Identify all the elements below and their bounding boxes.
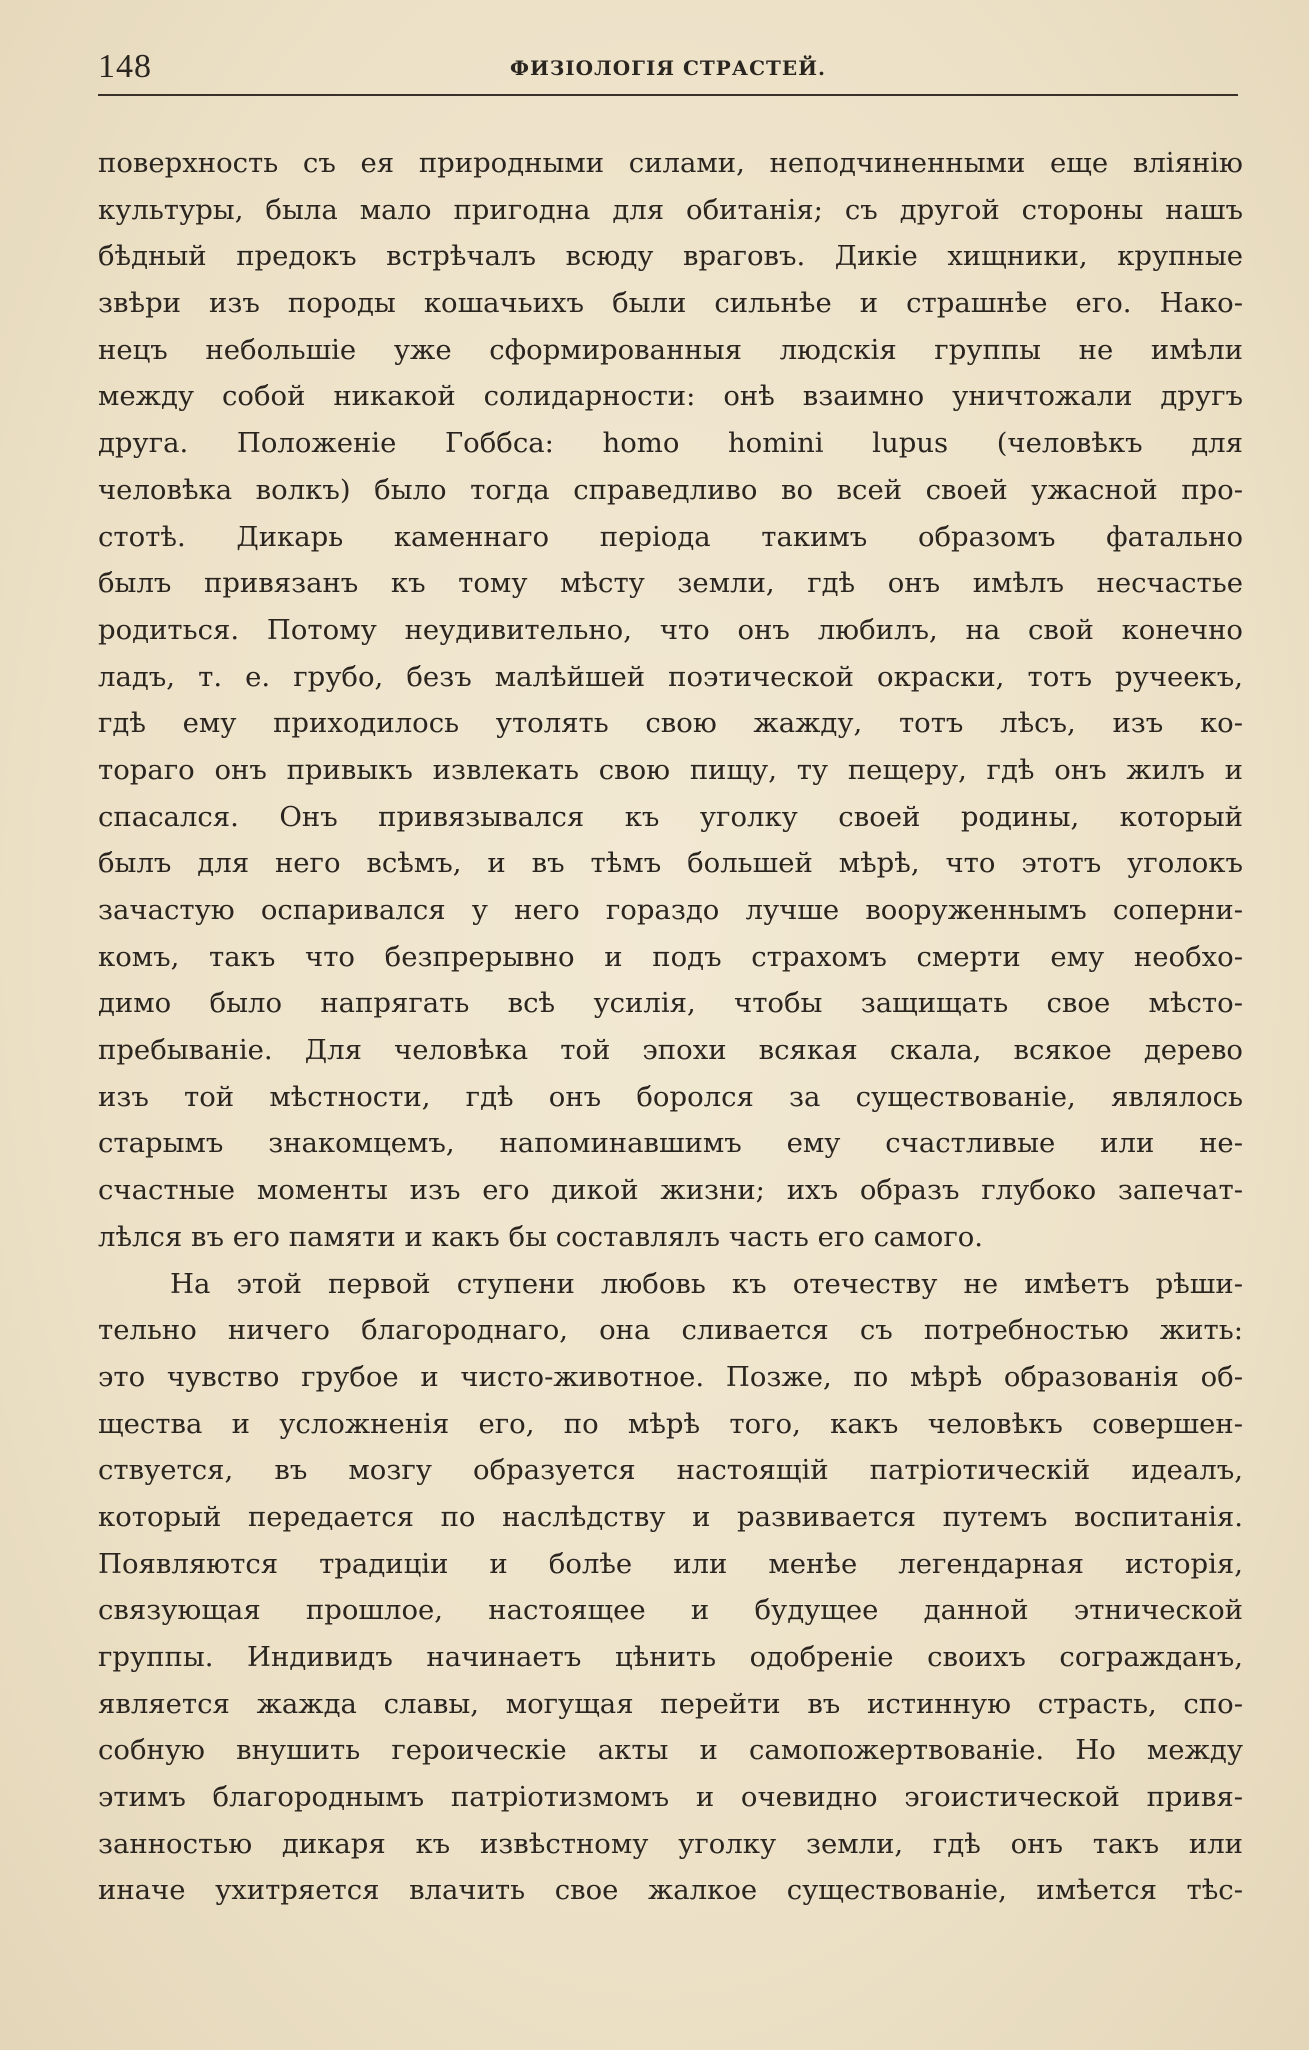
text-line: счастные моменты изъ его дикой жизни; ихъ образъ глубоко запечат- (98, 1174, 1243, 1207)
text-line: связующая прошлое, настоящее и будущее данной этнической (98, 1594, 1243, 1627)
text-line: тельно ничего благороднаго, она сливается съ потребностью жить: (98, 1314, 1243, 1347)
text-line: поверхность съ ея природными силами, неподчиненными еще вліянію (98, 147, 1243, 179)
text-line: родиться. Потому неудивительно, что онъ любилъ, на свой конечно (98, 613, 1243, 646)
text-line: группы. Индивидъ начинаетъ цѣнить одобреніе своихъ согражданъ, (98, 1641, 1243, 1673)
text-line: зачастую оспаривался у него гораздо лучше вооруженнымъ соперни- (98, 894, 1243, 926)
header-rule (98, 94, 1238, 96)
text-line: нецъ небольшіе уже сформированныя людскія группы не имѣли (98, 333, 1243, 366)
text-line: культуры, была мало пригодна для обитанія; съ другой стороны нашъ (98, 193, 1243, 226)
text-line: человѣка волкъ) было тогда справедливо во всей своей ужасной про- (98, 473, 1243, 506)
text-line: этимъ благороднымъ патріотизмомъ и очевидно эгоистической привя- (98, 1781, 1243, 1814)
text-line: спасался. Онъ привязывался къ уголку своей родины, который (98, 800, 1243, 833)
text-line: звѣри изъ породы кошачьихъ были сильнѣе и страшнѣе его. Нако- (98, 287, 1243, 320)
text-line: занностью дикаря къ извѣстному уголку земли, гдѣ онъ такъ или (98, 1827, 1243, 1860)
text-line: друга. Положеніе Гоббса: homo homini lupus (человѣкъ для (98, 427, 1243, 460)
text-line: пребываніе. Для человѣка той эпохи всякая скала, всякое дерево (98, 1034, 1243, 1067)
text-line: ствуется, въ мозгу образуется настоящій патріотическій идеалъ, (98, 1454, 1243, 1487)
text-line: комъ, такъ что безпрерывно и подъ страхомъ смерти ему необхо- (98, 940, 1243, 973)
text-line: стотѣ. Дикарь каменнаго періода такимъ образомъ фатально (98, 520, 1243, 553)
text-line: димо было напрягать всѣ усилія, чтобы защищать свое мѣсто- (98, 987, 1243, 1020)
paragraph (98, 1261, 1243, 1915)
text-line: собную внушить героическіе акты и самопожертвованіе. Но между (98, 1734, 1243, 1767)
text-line: который передается по наслѣдству и развивается путемъ воспитанія. (98, 1500, 1243, 1533)
text-line: это чувство грубое и чисто-животное. Позже, по мѣрѣ образованія об- (98, 1360, 1243, 1393)
text-line: гдѣ ему приходилось утолять свою жажду, тотъ лѣсъ, изъ ко- (98, 707, 1243, 740)
text-line: ладъ, т. е. грубо, безъ малѣйшей поэтической окраски, тотъ ручеекъ, (98, 660, 1243, 693)
text-line: между собой никакой солидарности: онѣ взаимно уничтожали другъ (98, 380, 1243, 413)
running-title: ФИЗІОЛОГІЯ СТРАСТЕЙ. (510, 56, 826, 80)
text-line: иначе ухитряется влачить свое жалкое существованіе, имѣется тѣс- (98, 1874, 1243, 1907)
text-line: является жажда славы, могущая перейти въ истинную страсть, спо- (98, 1687, 1243, 1720)
text-line: щества и усложненія его, по мѣрѣ того, какъ человѣкъ совершен- (98, 1407, 1243, 1440)
paragraph (98, 140, 1243, 1261)
text-line: тораго онъ привыкъ извлекать свою пищу, ту пещеру, гдѣ онъ жилъ и (98, 753, 1243, 786)
text-line: старымъ знакомцемъ, напоминавшимъ ему счастливые или не- (98, 1127, 1243, 1160)
text-line: лѣлся въ его памяти и какъ бы составлялъ часть его самого. (98, 1220, 984, 1253)
text-line: Появляются традиціи и болѣе или менѣе легендарная исторія, (98, 1547, 1243, 1580)
page-number: 148 (98, 48, 152, 85)
text-line: былъ для него всѣмъ, и въ тѣмъ большей мѣрѣ, что этотъ уголокъ (98, 847, 1243, 880)
text-line: На этой первой ступени любовь къ отечеству не имѣетъ рѣши- (170, 1267, 1243, 1300)
body-text (98, 140, 1243, 1914)
text-line: былъ привязанъ къ тому мѣсту земли, гдѣ онъ имѣлъ несчастье (98, 567, 1243, 600)
page-header (98, 48, 1238, 98)
text-line: изъ той мѣстности, гдѣ онъ боролся за существованіе, являлось (98, 1080, 1243, 1113)
text-line: бѣдный предокъ встрѣчалъ всюду враговъ. Дикіе хищники, крупные (98, 240, 1243, 273)
